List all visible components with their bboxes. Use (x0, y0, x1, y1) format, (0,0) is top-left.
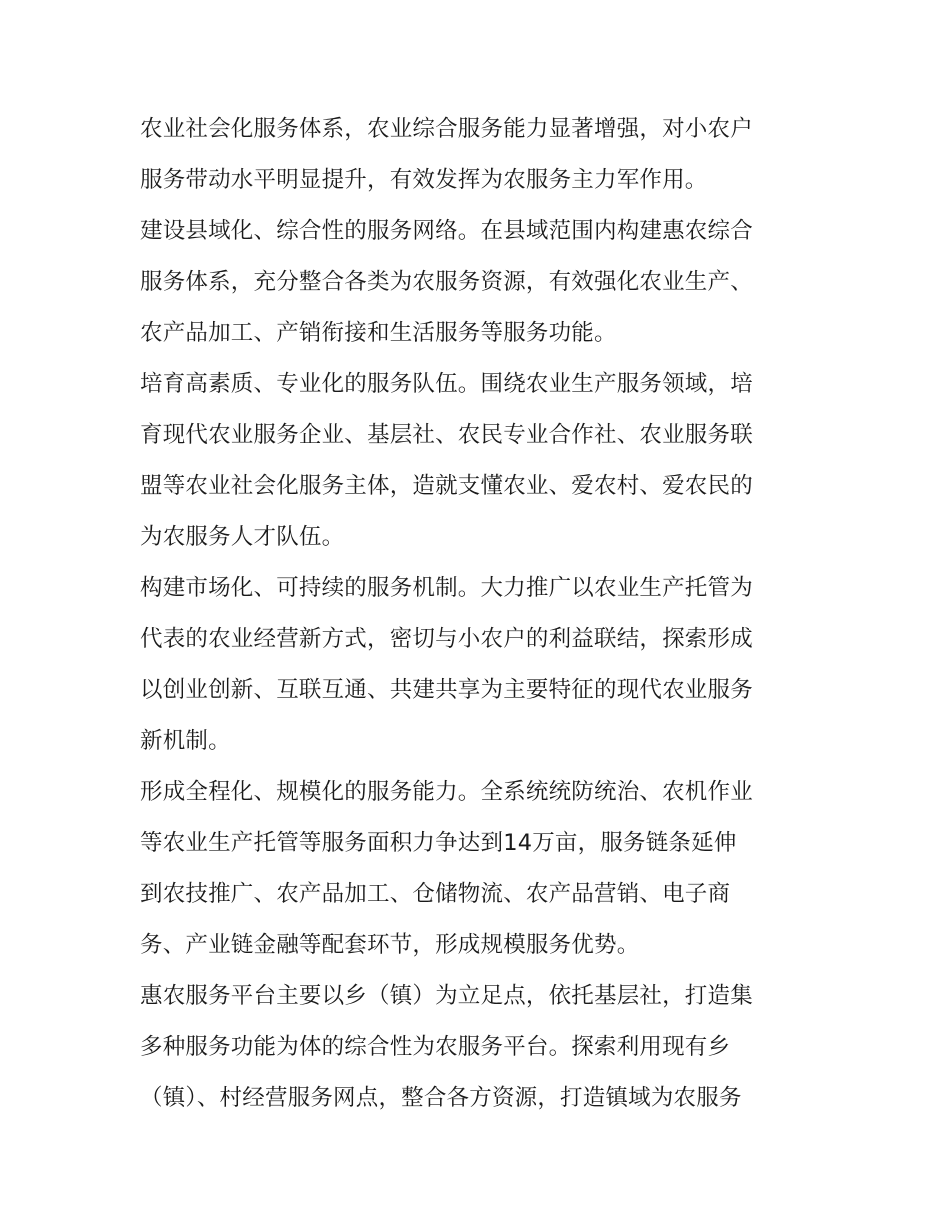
text-line: 务、产业链金融等配套环节，形成规模服务优势。 (140, 932, 640, 958)
text-line: 育现代农业服务企业、基层社、农民专业合作社、农业服务联 (140, 422, 753, 448)
text-line: 培育高素质、专业化的服务队伍。围绕农业生产服务领域，培 (140, 371, 753, 397)
text-line: 构建市场化、可持续的服务机制。大力推广以农业生产托管为 (140, 575, 753, 601)
text-line: 以创业创新、互联互通、共建共享为主要特征的现代农业服务 (140, 677, 753, 703)
text-line: 代表的农业经营新方式，密切与小农户的利益联结，探索形成 (140, 626, 753, 652)
document-body (140, 104, 812, 1124)
text-line: 多种服务功能为体的综合性为农服务平台。探索利用现有乡 (140, 1034, 731, 1060)
text-line: 农产品加工、产销衔接和生活服务等服务功能。 (140, 320, 617, 346)
text-line: 到农技推广、农产品加工、仓储物流、农产品营销、电子商 (140, 881, 731, 907)
text-line: 盟等农业社会化服务主体，造就支懂农业、爱农村、爱农民的 (140, 473, 753, 499)
text-line: 为农服务人才队伍。 (140, 524, 345, 550)
text-line: （镇）、村经营服务网点，整合各方资源，打造镇域为农服务 (140, 1085, 742, 1111)
text-line: 农业社会化服务体系，农业综合服务能力显著增强，对小农户 (140, 116, 753, 142)
text-line: 等农业生产托管等服务面积力争达到14万亩，服务链条延伸 (140, 830, 737, 856)
text-line: 建设县域化、综合性的服务网络。在县域范围内构建惠农综合 (140, 218, 753, 244)
text-line: 形成全程化、规模化的服务能力。全系统统防统治、农机作业 (140, 779, 753, 805)
text-line: 服务带动水平明显提升，有效发挥为农服务主力军作用。 (140, 167, 708, 193)
text-line: 新机制。 (140, 728, 231, 754)
text-line: 服务体系，充分整合各类为农服务资源，有效强化农业生产、 (140, 269, 753, 295)
text-line: 惠农服务平台主要以乡（镇）为立足点，依托基层社，打造集 (140, 983, 753, 1009)
